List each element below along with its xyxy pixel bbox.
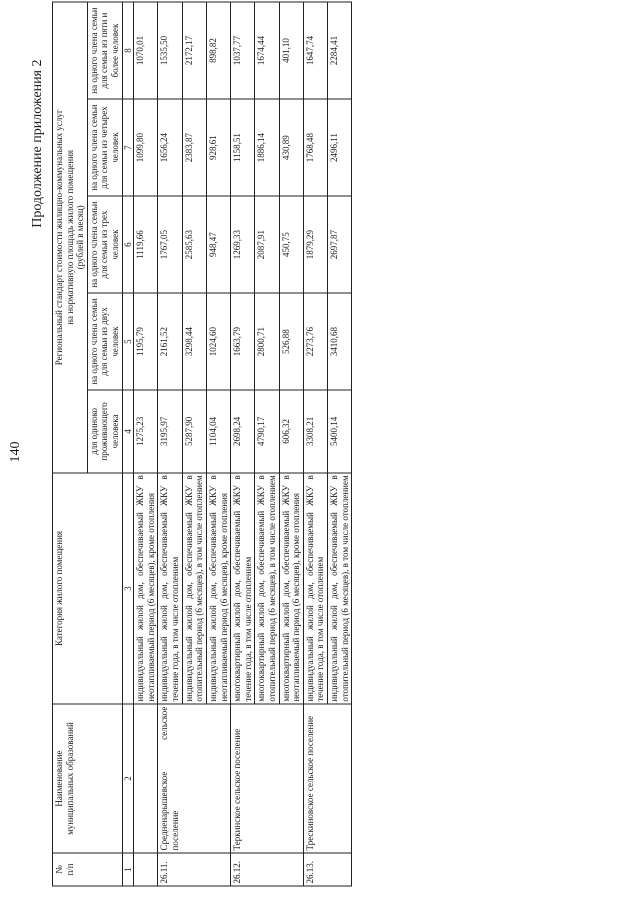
value-family-4: 430,89	[279, 99, 303, 196]
row-municipality	[206, 704, 230, 853]
row-municipality: Трескиновское сельское поселение	[303, 704, 327, 853]
row-category: многоквартирный жилой дом, обеспечиваемый ЖКУ в отопительный период (6 месяцев), в том числе отоплением	[255, 473, 279, 704]
value-family-3: 948,47	[206, 196, 230, 293]
value-family-4: 1656,24	[158, 99, 182, 196]
column-number: 1	[122, 853, 134, 886]
value-family-3: 2087,91	[255, 196, 279, 293]
value-family-5plus: 1647,74	[303, 2, 327, 99]
row-num	[134, 853, 158, 886]
value-family-4: 2496,11	[328, 99, 352, 196]
value-family-2: 2273,76	[303, 293, 327, 390]
appendix-label: Продолжение приложения 2	[30, 59, 45, 228]
column-number: 5	[122, 293, 134, 390]
value-family-3: 2585,63	[182, 196, 206, 293]
value-family-2: 1663,79	[231, 293, 255, 390]
table-row	[328, 2, 352, 886]
value-single: 2698,24	[231, 390, 255, 473]
value-family-5plus: 898,82	[206, 2, 230, 99]
value-family-3: 1119,66	[134, 196, 158, 293]
value-family-5plus: 1535,50	[158, 2, 182, 99]
value-family-5plus: 401,10	[279, 2, 303, 99]
value-family-4: 1158,51	[231, 99, 255, 196]
header-category: Категория жилого помещения	[53, 473, 123, 704]
row-num	[279, 853, 303, 886]
value-family-3: 1269,33	[231, 196, 255, 293]
table-row	[134, 2, 158, 886]
table-row	[255, 2, 279, 886]
table-row	[206, 2, 230, 886]
column-number-row	[122, 2, 134, 886]
value-family-5plus: 2172,17	[182, 2, 206, 99]
row-num: 26.13.	[303, 853, 327, 886]
table-row	[158, 2, 182, 886]
value-single: 1104,04	[206, 390, 230, 473]
value-family-2: 3298,44	[182, 293, 206, 390]
row-category: индивидуальный жилой дом, обеспечиваемый ЖКУ в течение года, в том числе отоплением	[303, 473, 327, 704]
row-category: индивидуальный жилой дом, обеспечиваемый ЖКУ в отопительный период (6 месяцев), в том числе отоплением	[328, 473, 352, 704]
tariff-table	[52, 2, 352, 887]
header-col5: на одного члена семьи для семьи из двух человек	[87, 293, 122, 390]
header-municipality: Наименование муниципальных образований	[53, 704, 123, 853]
row-municipality	[134, 704, 158, 853]
header-standard: Региональный стандарт стоимости жилищно-коммунальных услуг на нормативную площадь жилого помещения (рублей в месяц)	[53, 2, 88, 473]
header-col6: на одного члена семьи для семьи из трех человек	[87, 196, 122, 293]
row-municipality	[182, 704, 206, 853]
page-number: 140	[8, 441, 23, 463]
header-num: № п/п	[53, 853, 123, 886]
value-family-3: 1767,05	[158, 196, 182, 293]
row-municipality	[279, 704, 303, 853]
column-number: 7	[122, 99, 134, 196]
column-number: 3	[122, 473, 134, 704]
value-family-4: 928,61	[206, 99, 230, 196]
value-family-2: 1024,60	[206, 293, 230, 390]
value-single: 1275,23	[134, 390, 158, 473]
column-number: 8	[122, 2, 134, 99]
row-municipality: Теркинское сельское поселение	[231, 704, 255, 853]
column-number: 4	[122, 390, 134, 473]
value-family-5plus: 1037,77	[231, 2, 255, 99]
row-category: многоквартирный жилой дом, обеспечиваемый ЖКУ в течение года, в том числе отоплением	[231, 473, 255, 704]
table-row	[303, 2, 327, 886]
row-municipality	[328, 704, 352, 853]
value-family-2: 2161,52	[158, 293, 182, 390]
value-family-2: 2800,71	[255, 293, 279, 390]
row-category: индивидуальный жилой дом, обеспечиваемый ЖКУ в неотапливаемый период (6 месяцев), кроме отопления	[206, 473, 230, 704]
value-family-4: 1099,80	[134, 99, 158, 196]
table-row	[279, 2, 303, 886]
header-col7: на одного члена семьи для семьи из четырех человек	[87, 99, 122, 196]
value-family-5plus: 1070,01	[134, 2, 158, 99]
value-family-4: 2383,87	[182, 99, 206, 196]
value-family-4: 1886,14	[255, 99, 279, 196]
value-family-5plus: 2284,41	[328, 2, 352, 99]
value-family-2: 1195,79	[134, 293, 158, 390]
value-family-3: 2697,87	[328, 196, 352, 293]
row-category: индивидуальный жилой дом, обеспечиваемый ЖКУ в течение года, в том числе отоплением	[158, 473, 182, 704]
column-number: 6	[122, 196, 134, 293]
value-family-3: 1879,29	[303, 196, 327, 293]
column-number: 2	[122, 704, 134, 853]
row-num	[182, 853, 206, 886]
value-family-5plus: 1674,44	[255, 2, 279, 99]
row-category: многоквартирный жилой дом, обеспечиваемый ЖКУ в неотапливаемый период (6 месяцев), кроме отопления	[279, 473, 303, 704]
row-num	[328, 853, 352, 886]
value-family-2: 526,88	[279, 293, 303, 390]
value-family-3: 450,75	[279, 196, 303, 293]
row-num	[206, 853, 230, 886]
value-single: 3195,97	[158, 390, 182, 473]
value-single: 606,32	[279, 390, 303, 473]
header-col8: на одного члена семьи для семьи из пяти и более человек	[87, 2, 122, 99]
row-municipality	[255, 704, 279, 853]
row-num: 26.11.	[158, 853, 182, 886]
value-single: 5287,90	[182, 390, 206, 473]
value-single: 5400,14	[328, 390, 352, 473]
table-row	[231, 2, 255, 886]
table-row	[182, 2, 206, 886]
value-family-4: 1768,48	[303, 99, 327, 196]
row-category: индивидуальный жилой дом, обеспечиваемый ЖКУ в неотапливаемый период (6 месяцев), кроме отопления	[134, 473, 158, 704]
value-single: 3308,21	[303, 390, 327, 473]
value-family-2: 3410,68	[328, 293, 352, 390]
header-col4: для одиноко проживающего человека	[87, 390, 122, 473]
row-num: 26.12.	[231, 853, 255, 886]
row-municipality: Средненарышевское сельское поселение	[158, 704, 182, 853]
row-category: индивидуальный жилой дом, обеспечиваемый ЖКУ в отопительный период (6 месяцев), в том числе отоплением	[182, 473, 206, 704]
row-num	[255, 853, 279, 886]
value-single: 4790,17	[255, 390, 279, 473]
